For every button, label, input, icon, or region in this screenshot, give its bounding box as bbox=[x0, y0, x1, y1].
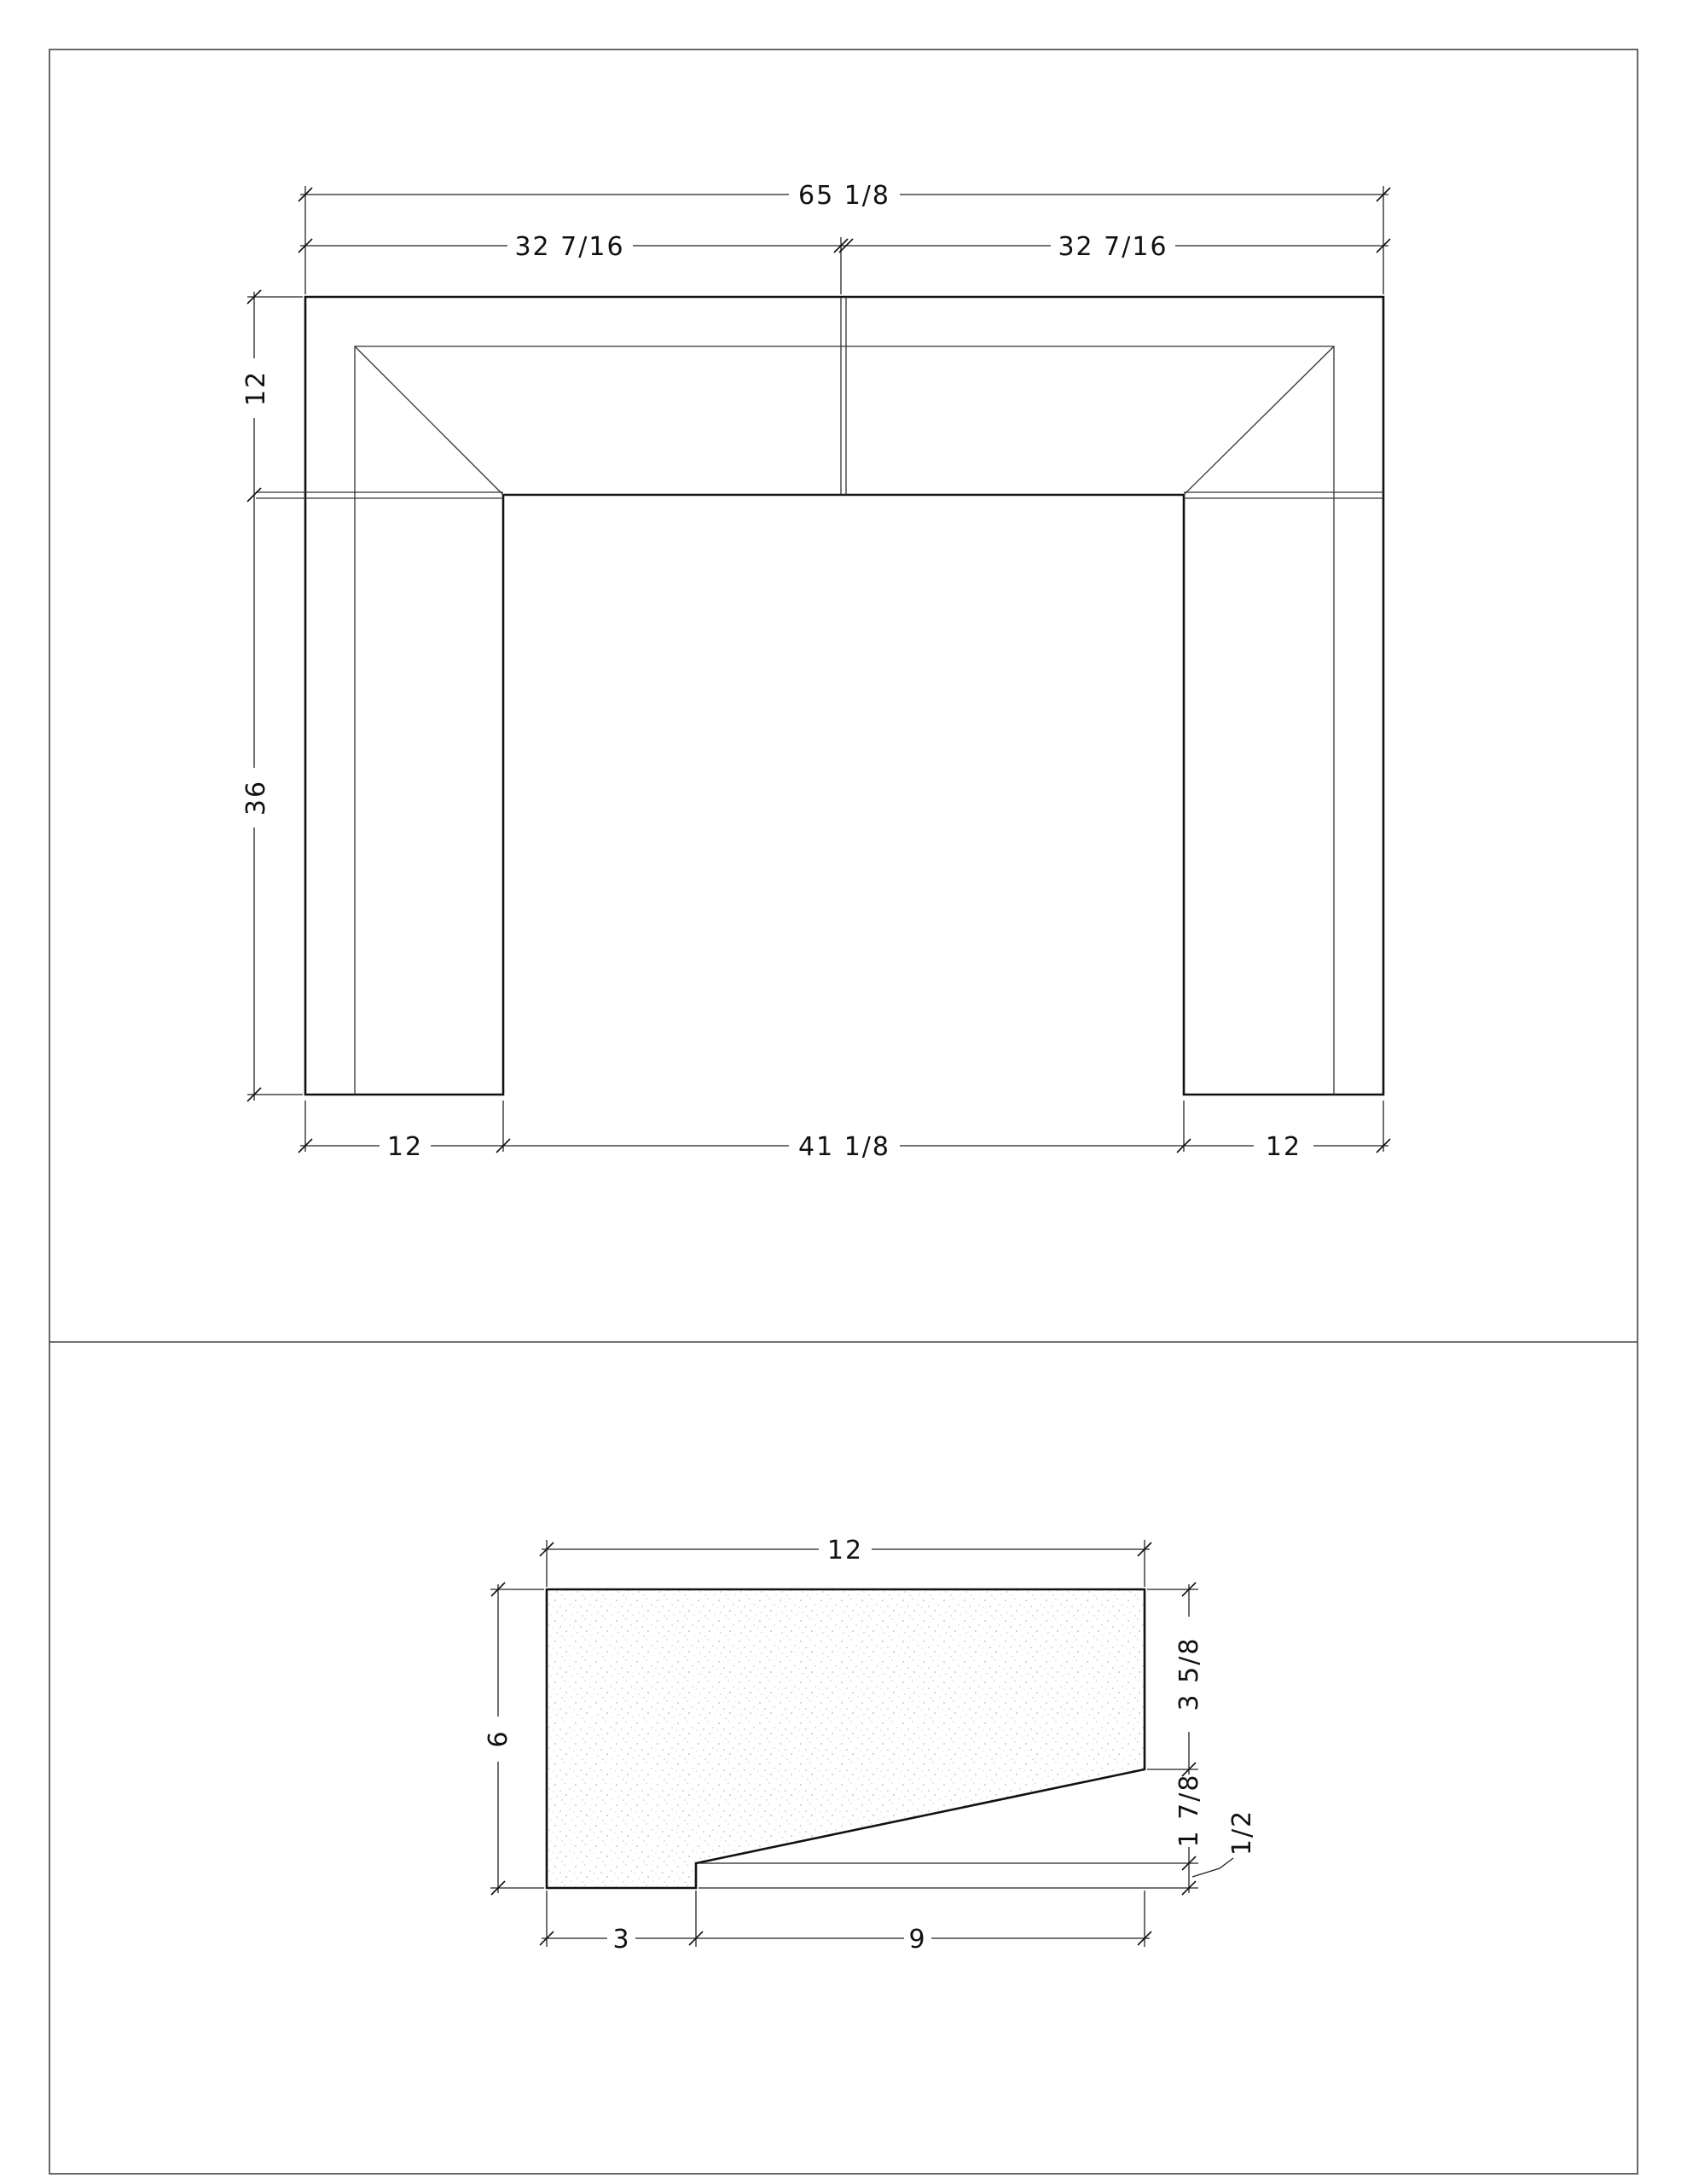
dim-label-header-height: 12 bbox=[241, 369, 271, 407]
dim-label-toe-height: 1/2 bbox=[1227, 1809, 1257, 1856]
dim-bottom bbox=[299, 1101, 1390, 1162]
sheet-frame bbox=[49, 49, 1638, 2174]
dim-label-opening: 41 1/8 bbox=[798, 1132, 890, 1162]
sheet-border bbox=[49, 49, 1638, 2174]
dim-label-section-bottom-left: 3 bbox=[612, 1925, 631, 1955]
toe-leader bbox=[1192, 1858, 1233, 1877]
dim-label-right-leg: 12 bbox=[1265, 1132, 1302, 1162]
dim-label-section-top: 12 bbox=[826, 1536, 864, 1565]
dim-half-widths bbox=[299, 232, 1390, 294]
dim-vertical-left bbox=[241, 290, 303, 1101]
dim-label-left-leg: 12 bbox=[386, 1132, 424, 1162]
dim-section-top bbox=[540, 1536, 1151, 1587]
elevation-outline bbox=[305, 297, 1383, 1095]
inner-molding-line bbox=[355, 346, 1334, 1095]
dim-label-section-height: 6 bbox=[484, 1729, 513, 1748]
dim-section-height bbox=[484, 1583, 544, 1895]
elevation-view bbox=[241, 181, 1390, 1162]
section-profile bbox=[547, 1589, 1145, 1888]
dim-section-bottom bbox=[540, 1891, 1151, 1955]
dim-label-section-bottom-right: 9 bbox=[908, 1925, 927, 1955]
miter-right bbox=[1184, 346, 1334, 495]
dim-label-overall-width: 65 1/8 bbox=[798, 181, 890, 211]
dim-label-leg-height: 36 bbox=[241, 779, 271, 816]
dim-label-upper-height: 3 5/8 bbox=[1174, 1636, 1204, 1711]
section-view bbox=[484, 1536, 1257, 1955]
dim-label-slope-height: 1 7/8 bbox=[1174, 1773, 1204, 1848]
miter-left bbox=[355, 346, 503, 495]
dim-label-half-right: 32 7/16 bbox=[1058, 232, 1168, 262]
dim-overall-width bbox=[299, 181, 1390, 294]
dim-label-half-left: 32 7/16 bbox=[514, 232, 625, 262]
